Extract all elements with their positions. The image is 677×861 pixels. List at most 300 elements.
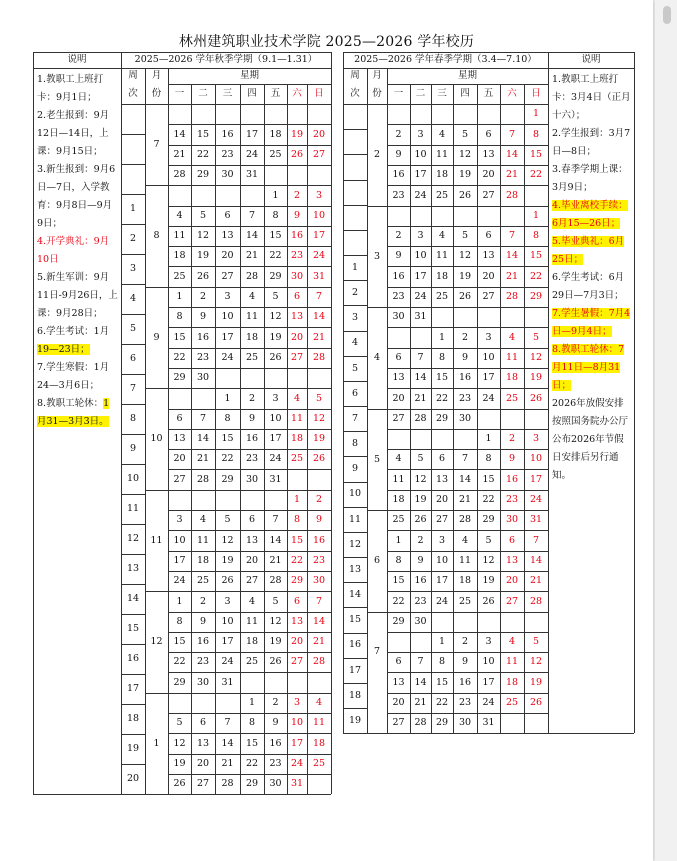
grid-line: [343, 305, 367, 306]
date-cell: 27: [312, 148, 326, 160]
date-cell: 4: [508, 331, 516, 343]
date-cell: 22: [435, 392, 449, 404]
date-cell: 23: [290, 250, 304, 262]
month-label: 5: [373, 453, 381, 465]
date-cell: 9: [508, 453, 516, 465]
grid-line: [548, 52, 549, 733]
date-cell: 13: [392, 372, 405, 384]
date-cell: 5: [461, 128, 469, 140]
date-cell: 24: [414, 189, 427, 201]
week-number: 14: [126, 593, 140, 605]
grid-line: [367, 307, 387, 308]
date-cell: 19: [173, 757, 186, 769]
grid-line: [343, 52, 344, 733]
note-item: 6.学生考试：1月: [37, 326, 110, 337]
weekday-header: 三: [222, 88, 233, 100]
date-cell: 26: [529, 392, 543, 404]
date-cell: 23: [312, 554, 326, 566]
note-item: 8.教职工轮休：7月11日—8月31日；: [552, 344, 625, 391]
date-cell: 8: [438, 351, 446, 363]
date-cell: 28: [196, 473, 210, 485]
date-cell: 6: [508, 534, 516, 546]
date-cell: 10: [435, 554, 449, 566]
date-cell: 24: [414, 291, 427, 303]
date-cell: 5: [176, 717, 183, 729]
date-cell: 30: [290, 270, 304, 282]
date-cell: 26: [221, 575, 234, 587]
grid-line: [343, 532, 367, 533]
date-cell: 30: [392, 311, 405, 323]
month-label: 11: [150, 534, 163, 546]
date-cell: 12: [269, 615, 282, 627]
date-cell: 26: [529, 697, 543, 709]
date-cell: 25: [505, 392, 519, 404]
month-label: 7: [153, 138, 160, 150]
grid-line: [121, 614, 145, 615]
date-cell: 7: [315, 291, 323, 303]
date-cell: 12: [458, 250, 472, 262]
date-cell: 20: [482, 270, 495, 282]
date-cell: 17: [414, 169, 427, 181]
date-cell: 23: [458, 697, 472, 709]
week-number: 3: [351, 312, 359, 324]
week-number: 14: [348, 589, 362, 601]
date-cell: 26: [269, 351, 282, 363]
date-cell: 22: [290, 554, 304, 566]
date-cell: 18: [245, 636, 259, 648]
date-cell: 19: [458, 169, 472, 181]
grid-line: [343, 205, 367, 206]
grid-line: [121, 284, 145, 285]
date-cell: 3: [438, 534, 446, 546]
date-cell: 14: [196, 433, 210, 445]
date-cell: 30: [505, 514, 519, 526]
date-cell: 1: [293, 494, 301, 506]
date-cell: 25: [269, 148, 282, 160]
date-cell: 20: [245, 554, 259, 566]
date-cell: 13: [290, 615, 304, 627]
grid-line: [331, 52, 332, 794]
date-cell: 12: [529, 351, 543, 363]
grid-line: [548, 68, 634, 69]
month-label: 1: [153, 737, 160, 749]
date-cell: 24: [221, 656, 234, 668]
date-cell: 13: [482, 250, 495, 262]
date-cell: 1: [438, 636, 446, 648]
date-cell: 28: [458, 514, 472, 526]
date-cell: 25: [435, 291, 449, 303]
note-item: 3.新生报到：9月6日—7日，入学教育：9月8日—9月9日；: [37, 164, 116, 229]
date-cell: 1: [248, 697, 256, 709]
note-item: 7.学生暑假：7月4日—9月4日；: [552, 308, 631, 337]
date-cell: 27: [196, 778, 210, 790]
month-label: 2: [373, 149, 381, 160]
date-cell: 25: [392, 514, 405, 526]
date-cell: 16: [458, 676, 472, 688]
date-cell: 23: [245, 453, 259, 465]
date-cell: 5: [417, 453, 424, 465]
date-cell: 16: [196, 331, 210, 343]
date-cell: 15: [482, 473, 495, 485]
grid-line: [343, 52, 548, 53]
grid-line: [500, 84, 501, 733]
date-cell: 21: [221, 757, 234, 769]
date-cell: 27: [482, 291, 495, 303]
date-cell: 22: [173, 351, 186, 363]
week-number: 20: [126, 773, 140, 785]
date-cell: 24: [482, 392, 495, 404]
week-number: 4: [129, 293, 137, 305]
date-cell: 26: [312, 453, 326, 465]
date-cell: 17: [435, 575, 449, 587]
date-cell: 31: [312, 270, 326, 282]
note-item: 2.学生报到：3月7日—8日；: [552, 128, 631, 157]
grid-line: [33, 52, 34, 794]
date-cell: 18: [269, 128, 282, 140]
date-cell: 14: [221, 737, 234, 749]
week-number: 15: [348, 614, 362, 626]
grid-line: [121, 254, 145, 255]
date-cell: 14: [173, 128, 186, 140]
date-cell: 20: [505, 575, 519, 587]
weekday-header: 四: [247, 88, 257, 100]
date-cell: 31: [482, 717, 495, 729]
date-cell: 3: [532, 433, 540, 445]
date-cell: 15: [173, 636, 186, 648]
date-cell: 4: [438, 230, 446, 242]
date-cell: 15: [435, 676, 449, 688]
date-cell: 19: [221, 554, 234, 566]
date-cell: 20: [435, 494, 449, 506]
week-number: 2: [129, 233, 137, 245]
grid-line: [343, 129, 367, 130]
date-cell: 20: [290, 636, 304, 648]
date-cell: 2: [199, 595, 207, 607]
week-number: 10: [126, 473, 140, 485]
date-cell: 19: [269, 331, 282, 343]
date-cell: 3: [315, 189, 323, 201]
note-item: 5.毕业典礼：6月25日；: [552, 236, 625, 265]
date-cell: 22: [392, 595, 405, 607]
note-item: 8.教职工轮休：: [37, 398, 104, 409]
grid-line: [343, 431, 367, 432]
date-cell: 30: [458, 717, 472, 729]
date-cell: 29: [392, 615, 405, 627]
date-cell: 15: [173, 331, 186, 343]
date-cell: 14: [269, 534, 282, 546]
date-cell: 17: [414, 270, 427, 282]
week-number: 15: [126, 623, 140, 635]
date-cell: 27: [435, 514, 449, 526]
date-cell: 26: [290, 148, 304, 160]
date-cell: 30: [196, 372, 210, 384]
note-item: 1.教职工上班打卡：9月1日；: [37, 74, 104, 103]
grid-line: [634, 52, 635, 733]
date-cell: 24: [221, 351, 234, 363]
date-cell: 15: [435, 372, 449, 384]
grid-line: [121, 704, 145, 705]
date-cell: 22: [529, 169, 543, 181]
date-cell: 6: [485, 230, 492, 242]
grid-line: [343, 381, 367, 382]
date-cell: 6: [395, 656, 402, 668]
week-no-header: 次: [350, 88, 360, 100]
grid-line: [121, 494, 145, 495]
date-cell: 27: [290, 351, 304, 363]
date-cell: 19: [414, 494, 427, 506]
grid-line: [367, 409, 387, 410]
grid-line: [145, 287, 168, 288]
date-cell: 1: [176, 291, 183, 303]
date-cell: 7: [417, 351, 424, 363]
grid-line: [343, 582, 367, 583]
week-number: 9: [129, 443, 137, 455]
date-cell: 24: [482, 697, 495, 709]
date-cell: 20: [221, 250, 234, 262]
date-cell: 10: [312, 209, 326, 221]
grid-line: [343, 633, 367, 634]
grid-line: [343, 356, 367, 357]
date-cell: 11: [505, 351, 519, 363]
date-cell: 1: [272, 189, 279, 201]
date-cell: 19: [482, 575, 495, 587]
note-item: 1.教职工上班打卡：3月4日（正月十六）；: [552, 74, 631, 121]
grid-line: [240, 84, 241, 794]
date-cell: 5: [485, 534, 492, 546]
grid-line: [410, 84, 411, 733]
date-cell: 26: [269, 656, 282, 668]
date-cell: 8: [395, 554, 402, 566]
date-cell: 15: [290, 534, 304, 546]
date-cell: 25: [245, 656, 259, 668]
date-cell: 3: [272, 392, 279, 404]
week-no-header: 周: [128, 70, 138, 82]
date-cell: 28: [312, 351, 326, 363]
date-cell: 13: [221, 230, 234, 242]
date-cell: 18: [312, 737, 326, 749]
weekday-header: 二: [415, 88, 426, 100]
date-cell: 18: [435, 270, 449, 282]
week-number: 6: [129, 353, 137, 365]
date-cell: 10: [414, 148, 427, 160]
date-cell: 29: [435, 412, 449, 424]
date-cell: 9: [417, 554, 424, 566]
grid-line: [343, 482, 367, 483]
date-cell: 24: [245, 148, 259, 160]
autumn-notes: [37, 71, 118, 431]
date-cell: 23: [196, 351, 210, 363]
week-number: 18: [126, 713, 140, 725]
scrollbar-thumb[interactable]: [663, 6, 671, 24]
date-cell: 18: [458, 575, 472, 587]
grid-line: [343, 507, 367, 508]
grid-line: [343, 255, 367, 256]
date-cell: 12: [414, 473, 427, 485]
date-cell: 7: [315, 595, 323, 607]
date-cell: 1: [176, 595, 183, 607]
week-number: 8: [351, 438, 359, 450]
week-number: 9: [351, 463, 359, 475]
date-cell: 17: [269, 433, 282, 445]
weekday-header: 六: [507, 88, 517, 100]
date-cell: 14: [458, 473, 472, 485]
date-cell: 23: [505, 494, 519, 506]
grid-line: [343, 683, 367, 684]
date-cell: 23: [458, 392, 472, 404]
date-cell: 19: [312, 433, 326, 445]
date-cell: 1: [532, 108, 540, 120]
week-number: 5: [129, 323, 137, 335]
date-cell: 12: [529, 656, 543, 668]
date-cell: 29: [290, 575, 304, 587]
grid-line: [524, 84, 525, 733]
date-cell: 11: [312, 717, 326, 729]
week-number: 4: [351, 337, 359, 349]
date-cell: 4: [461, 534, 469, 546]
date-cell: 28: [269, 575, 282, 587]
month-header: 份: [372, 88, 382, 100]
week-number: 12: [348, 538, 362, 550]
date-cell: 12: [196, 230, 210, 242]
grid-line: [145, 693, 168, 694]
date-cell: 10: [482, 656, 495, 668]
note-item: 3.春季学期上课：3月9日；: [552, 164, 628, 193]
weekday-header: 四: [460, 88, 470, 100]
notes-header: 说明: [581, 54, 601, 66]
date-cell: 27: [245, 575, 259, 587]
grid-line: [191, 84, 192, 794]
date-cell: 20: [392, 697, 405, 709]
date-cell: 20: [392, 392, 405, 404]
date-cell: 22: [245, 757, 259, 769]
week-number: 11: [348, 513, 362, 525]
date-cell: 8: [485, 453, 492, 465]
grid-line: [121, 52, 122, 794]
date-cell: 23: [392, 291, 405, 303]
week-number: 1: [129, 203, 137, 215]
grid-line: [121, 164, 145, 165]
date-cell: 12: [173, 737, 186, 749]
date-cell: 13: [173, 433, 186, 445]
date-cell: 11: [245, 311, 259, 323]
date-cell: 16: [458, 372, 472, 384]
date-cell: 17: [529, 473, 543, 485]
date-cell: 11: [458, 554, 472, 566]
date-cell: 7: [248, 209, 256, 221]
date-cell: 26: [482, 595, 495, 607]
weekday-header: 一: [393, 88, 404, 100]
grid-line: [387, 84, 548, 85]
date-cell: 7: [532, 534, 540, 546]
date-cell: 29: [173, 676, 186, 688]
week-number: 2: [351, 287, 359, 299]
date-cell: 4: [248, 595, 256, 607]
date-cell: 4: [315, 697, 323, 709]
grid-line: [343, 456, 367, 457]
date-cell: 21: [245, 250, 259, 262]
date-cell: 9: [199, 615, 207, 627]
date-cell: 15: [221, 433, 234, 445]
grid-line: [121, 194, 145, 195]
date-cell: 3: [485, 636, 492, 648]
week-number: 3: [129, 263, 137, 275]
date-cell: 6: [485, 128, 492, 140]
grid-line: [343, 733, 548, 734]
date-cell: 7: [224, 717, 231, 729]
date-cell: 25: [458, 595, 472, 607]
date-cell: 19: [529, 372, 543, 384]
date-cell: 25: [435, 189, 449, 201]
date-cell: 12: [458, 148, 472, 160]
week-number: 5: [351, 362, 359, 374]
grid-line: [145, 490, 168, 491]
week-number: 6: [351, 387, 359, 399]
date-cell: 17: [221, 331, 234, 343]
date-cell: 21: [173, 148, 186, 160]
grid-line: [121, 104, 168, 105]
date-cell: 25: [196, 575, 210, 587]
date-cell: 15: [529, 148, 543, 160]
date-cell: 21: [269, 554, 282, 566]
date-cell: 28: [312, 656, 326, 668]
date-cell: 21: [312, 331, 326, 343]
date-cell: 28: [505, 189, 519, 201]
grid-line: [33, 52, 121, 53]
scrollbar-track[interactable]: [655, 0, 677, 861]
grid-line: [121, 344, 145, 345]
week-number: 7: [129, 383, 137, 395]
date-cell: 15: [269, 230, 282, 242]
date-cell: 7: [508, 128, 516, 140]
date-cell: 6: [293, 595, 301, 607]
date-cell: 6: [293, 291, 301, 303]
date-cell: 20: [196, 757, 210, 769]
date-cell: 9: [461, 351, 469, 363]
weekday-group-header: 星期: [239, 70, 259, 82]
date-cell: 24: [290, 757, 304, 769]
date-cell: 22: [269, 250, 282, 262]
date-cell: 9: [315, 514, 323, 526]
date-cell: 25: [173, 270, 186, 282]
date-cell: 26: [414, 514, 427, 526]
note-item: 19—23日；: [37, 344, 90, 355]
date-cell: 2: [417, 534, 424, 546]
date-cell: 22: [196, 148, 210, 160]
date-cell: 2: [248, 392, 256, 404]
date-cell: 14: [505, 148, 519, 160]
date-cell: 18: [173, 250, 186, 262]
month-label: 12: [150, 636, 163, 648]
week-no-header: 周: [350, 70, 360, 82]
grid-line: [121, 134, 145, 135]
date-cell: 25: [312, 757, 326, 769]
date-cell: 5: [224, 514, 231, 526]
date-cell: 2: [395, 230, 402, 242]
date-cell: 18: [505, 372, 519, 384]
date-cell: 31: [290, 778, 304, 790]
date-cell: 8: [532, 230, 540, 242]
month-label: 10: [150, 433, 163, 445]
date-cell: 16: [290, 230, 304, 242]
grid-line: [121, 554, 145, 555]
date-cell: 21: [505, 169, 519, 181]
week-number: 16: [348, 639, 362, 651]
date-cell: 14: [414, 372, 427, 384]
date-cell: 23: [269, 757, 282, 769]
week-number: 7: [351, 412, 359, 424]
date-cell: 30: [312, 575, 326, 587]
date-cell: 27: [392, 412, 405, 424]
